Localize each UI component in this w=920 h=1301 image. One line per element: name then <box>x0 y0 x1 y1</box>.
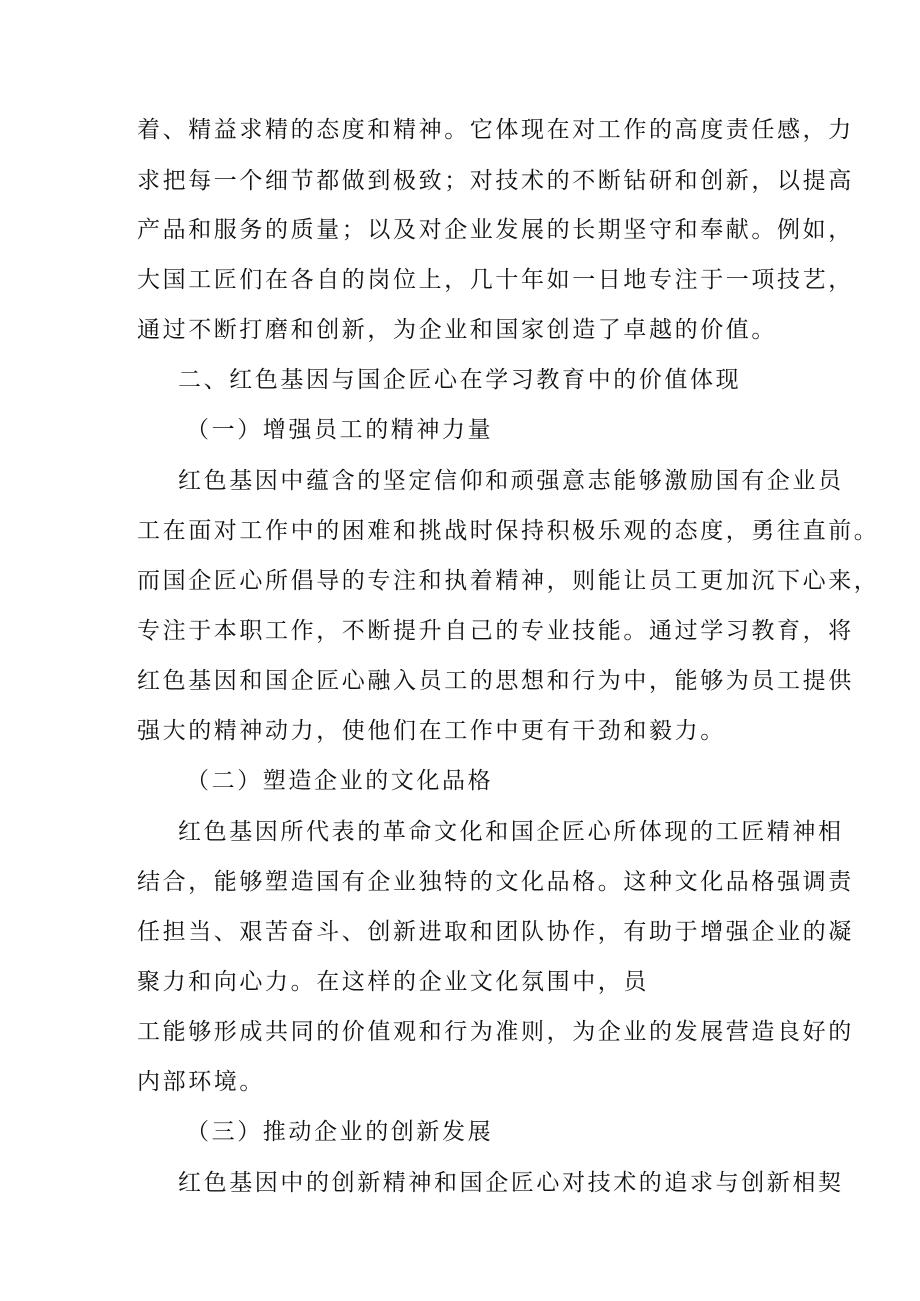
body-text-line: 专注于本职工作，不断提升自己的专业技能。通过学习教育，将 <box>137 618 854 644</box>
body-text-line: 任担当、艰苦奋斗、创新进取和团队协作，有助于增强企业的凝 <box>137 919 854 945</box>
body-text-line: 工在面对工作中的困难和挑战时保持积极乐观的态度，勇往直前。 <box>137 518 880 544</box>
body-text-line: 强大的精神动力，使他们在工作中更有干劲和毅力。 <box>137 718 726 744</box>
body-text-line: 红色基因中的创新精神和国企匠心对技术的追求与创新相契 <box>178 1170 844 1196</box>
body-text-line: 红色基因中蕴含的坚定信仰和顽强意志能够激励国有企业员 <box>178 468 844 494</box>
body-text-line: 通过不断打磨和创新，为企业和国家创造了卓越的价值。 <box>137 317 777 343</box>
body-text-line: 结合，能够塑造国有企业独特的文化品格。这种文化品格强调责 <box>137 869 854 895</box>
body-text-line: 红色基因所代表的革命文化和国企匠心所体现的工匠精神相 <box>178 819 844 845</box>
body-text-line: 产品和服务的质量；以及对企业发展的长期坚守和奉献。例如， <box>137 217 854 243</box>
body-text-line: 聚力和向心力。在这样的企业文化氛围中，员 <box>137 969 649 995</box>
subsection-heading: （二）塑造企业的文化品格 <box>186 768 494 794</box>
body-text-line: 工能够形成共同的价值观和行为准则，为企业的发展营造良好的 <box>137 1019 854 1045</box>
subsection-heading: （一）增强员工的精神力量 <box>186 417 494 443</box>
section-heading: 二、红色基因与国企匠心在学习教育中的价值体现 <box>178 367 742 393</box>
body-text-line: 内部环境。 <box>137 1069 265 1095</box>
body-text-line: 大国工匠们在各自的岗位上，几十年如一日地专注于一项技艺， <box>137 267 854 293</box>
body-text-line: 红色基因和国企匠心融入员工的思想和行为中，能够为员工提供 <box>137 668 854 694</box>
body-text-line: 而国企匠心所倡导的专注和执着精神，则能让员工更加沉下心来， <box>137 568 880 594</box>
body-text-line: 着、精益求精的态度和精神。它体现在对工作的高度责任感，力 <box>137 117 854 143</box>
subsection-heading: （三）推动企业的创新发展 <box>186 1119 494 1145</box>
body-text-line: 求把每一个细节都做到极致；对技术的不断钻研和创新，以提高 <box>137 168 854 194</box>
